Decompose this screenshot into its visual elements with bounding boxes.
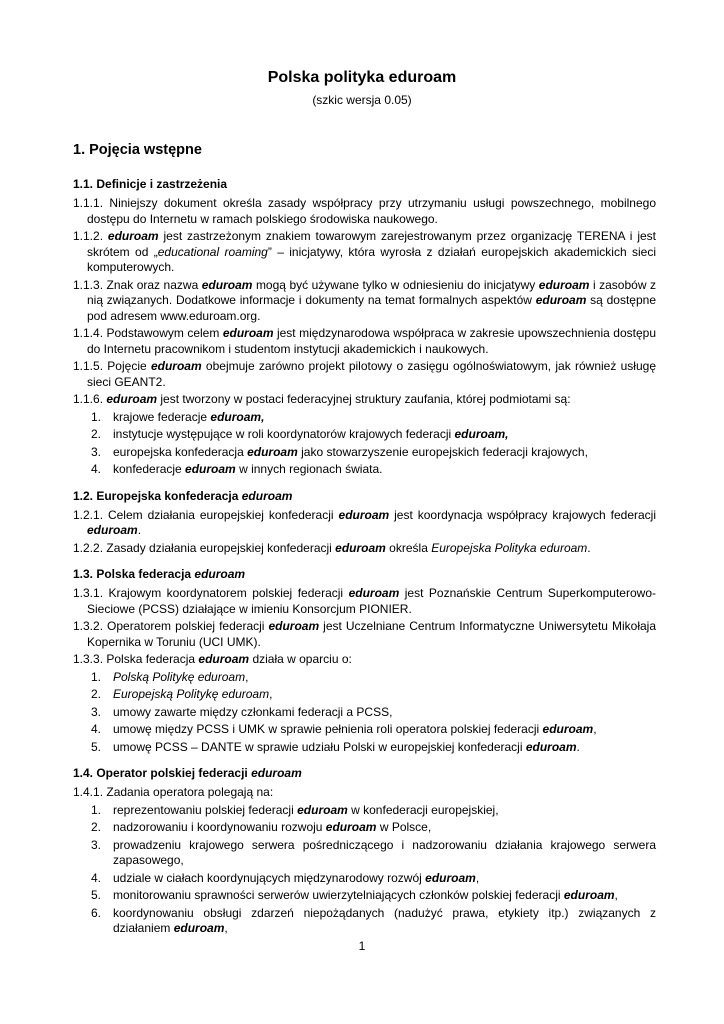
text-run: 1.1.1. Niniejszy dokument określa zasady współpracy przy utrzymaniu usługi powszechnego, mobilnego dostępu do Internetu w ramach polskiego środowiska naukowego. <box>73 196 656 226</box>
term-eduroam: eduroam <box>563 888 615 902</box>
list-item <box>91 820 656 836</box>
emphasis <box>198 652 249 666</box>
text-run: , <box>593 722 597 736</box>
text-run: 1.2.1. Celem działania europejskiej konfederacji <box>73 507 339 522</box>
clause-paragraph <box>73 326 656 357</box>
list-item <box>91 871 656 887</box>
section-heading: 1. Pojęcia wstępne <box>73 142 202 158</box>
emphasis <box>349 586 400 600</box>
text-run: mogą być używane tylko w odniesieniu do inicjatywy <box>252 277 539 292</box>
term-eduroam: eduroam <box>425 870 476 885</box>
text-run: i zasobów z nią związanych. Dodatkowe informacje i dokumenty na temat formalnych aspektów <box>87 277 656 307</box>
term-eduroam: eduroam <box>185 462 236 476</box>
text-run: umowy zawarte między członkami federacji a PCSS, <box>113 704 393 719</box>
numbered-list <box>73 670 656 756</box>
list-item-number: 1. <box>91 409 102 424</box>
clause-paragraph <box>73 229 656 276</box>
text-run: są dostępne pod adresem www.eduroam.org. <box>87 293 657 323</box>
list-item <box>91 462 656 478</box>
list-item-number: 4. <box>91 870 102 885</box>
text-run: działa w oparciu o: <box>249 652 352 666</box>
text-run: , <box>269 687 273 701</box>
numbered-list <box>73 803 656 937</box>
clause-paragraph <box>73 196 656 227</box>
text-run: 1.1.3. Znak oraz nazwa <box>73 277 202 292</box>
text-run: 1.1.4. Podstawowym celem <box>73 326 223 340</box>
emphasis <box>202 278 253 292</box>
emphasis <box>339 508 390 522</box>
text-run: 1.2. Europejska konfederacja <box>73 488 242 503</box>
clause-paragraph <box>73 586 656 617</box>
list-item-number: 1. <box>91 802 102 817</box>
clause-paragraph <box>73 619 656 650</box>
emphasis <box>297 803 348 817</box>
term-eduroam: eduroam, <box>454 427 509 441</box>
emphasis <box>335 541 386 555</box>
term-eduroam: eduroam <box>150 359 202 373</box>
text-run: europejska konfederacja <box>113 444 248 459</box>
text-run: koordynowaniu obsługi zdarzeń niepożądanych (nadużyć prawa, etykiety itp.) związanych z działaniem <box>113 905 656 935</box>
list-item-number: 5. <box>91 739 102 754</box>
text-run: monitorowaniu sprawności serwerów uwierzytelniających członków polskiej federacji <box>113 888 564 902</box>
text-run: . <box>137 523 142 537</box>
text-run: prowadzeniu krajowego serwera pośredniczącego i nadzorowaniu działania krajowego serwera zapasowego, <box>113 837 656 867</box>
emphasis <box>542 722 597 736</box>
list-item-number: 2. <box>91 820 102 834</box>
text-run: umowę między PCSS i UMK w sprawie pełnienia roli operatora polskiej federacji <box>113 722 543 736</box>
italic-text: eduroam <box>241 488 293 503</box>
text-run: jako stowarzyszenie europejskich federacji krajowych, <box>297 444 588 459</box>
clause-paragraph <box>73 785 656 801</box>
text-run: 1.2.2. Zasady działania europejskiej konfederacji <box>73 540 336 555</box>
text-run: jest tworzony w postaci federacyjnej struktury zaufania, której podmiotami są: <box>157 392 571 406</box>
text-run: jest zastrzeżonym znakiem towarowym zarejestrowanym przez organizację TERENA i jest skrótem od „ <box>87 229 656 259</box>
emphasis <box>454 427 508 441</box>
list-item <box>91 740 656 756</box>
text-run: konfederacje <box>113 462 186 476</box>
text-run: 1.4. Operator polskiej federacji <box>73 766 252 780</box>
clause-paragraph <box>73 541 656 557</box>
term-eduroam: eduroam <box>325 820 377 834</box>
text-run: instytucje występujące w roli koordynatorów krajowych federacji <box>113 427 455 441</box>
term-eduroam: eduroam <box>106 392 158 406</box>
text-run: 1.3.3. Polska federacja <box>73 652 199 666</box>
text-run: , <box>475 870 480 885</box>
term-eduroam: eduroam <box>173 921 225 935</box>
list-item <box>91 670 656 686</box>
text-run: . <box>576 739 580 754</box>
subsection-heading <box>73 765 656 781</box>
list-item <box>91 427 656 443</box>
text-run: 1.3.1. Krajowym koordynatorem polskiej federacji <box>73 586 349 600</box>
text-run: 1.1.6. <box>73 392 107 406</box>
list-item-number: 2. <box>91 427 102 441</box>
text-run: 1.4.1. Zadania operatora polegają na: <box>73 785 274 799</box>
text-run: określa <box>385 540 432 555</box>
text-run: 1.3.2. Operatorem polskiej federacji <box>73 619 269 633</box>
list-item-number: 4. <box>91 462 102 476</box>
term-eduroam: eduroam <box>542 722 594 736</box>
emphasis <box>223 326 274 340</box>
list-item <box>91 687 656 703</box>
emphasis <box>564 888 615 902</box>
text-run: , <box>245 669 249 684</box>
emphasis <box>526 740 577 754</box>
text-run: obejmuje zarówno projekt pilotowy o zasięgu ogólnoświatowym, jak również usługę sieci GEANT2. <box>87 359 656 389</box>
emphasis <box>210 410 264 424</box>
text-run: w Polsce, <box>376 820 432 834</box>
text-run: 1.1.5. Pojęcie <box>73 359 151 373</box>
italic-text: eduroam <box>194 567 246 581</box>
term-eduroam: eduroam <box>268 619 320 633</box>
clause-paragraph <box>73 652 656 668</box>
list-item-number: 2. <box>91 687 102 701</box>
clause-paragraph <box>73 392 656 408</box>
subsection-heading <box>73 566 656 582</box>
emphasis <box>425 871 476 885</box>
list-item <box>91 906 656 937</box>
list-item <box>91 722 656 738</box>
subsection-heading <box>73 176 656 192</box>
term-eduroam: eduroam, <box>210 409 265 424</box>
text-run: jest koordynacja współpracy krajowych federacji <box>389 507 657 522</box>
text-run: 1.1.2. <box>73 229 108 243</box>
emphasis <box>108 229 159 243</box>
text-run: jest Poznańskie Centrum Superkomputerowo-Sieciowe (PCSS) działające w imieniu Konsorcjum PIONIER. <box>87 586 656 616</box>
term-eduroam: eduroam <box>335 540 386 555</box>
text-run: udziale w ciałach koordynujących międzynarodowy rozwój <box>113 870 426 885</box>
emphasis <box>173 921 228 935</box>
list-item-number: 3. <box>91 444 102 459</box>
list-item-number: 4. <box>91 722 102 736</box>
term-eduroam: eduroam <box>201 277 253 292</box>
list-item-number: 5. <box>91 888 102 902</box>
term-eduroam: eduroam <box>297 802 348 817</box>
text-run: . <box>587 540 591 555</box>
term-eduroam: eduroam <box>107 229 159 243</box>
list-item-number: 6. <box>91 905 102 920</box>
text-run: jest Uczelniane Centrum Informatyczne Uniwersytetu Mikołaja Kopernika w Toruniu (UCI UMK). <box>87 619 657 649</box>
emphasis <box>247 445 298 459</box>
document-body <box>73 141 656 939</box>
italic-text: Europejska Polityka eduroam <box>431 540 588 555</box>
term-eduroam: eduroam <box>247 444 298 459</box>
clause-paragraph <box>73 278 656 325</box>
text-run: jest międzynarodowa współpraca w zakresie upowszechnienia dostępu do Internetu pracownikom i studentom instytucji akademickich i naukowych. <box>87 326 656 356</box>
emphasis <box>185 462 236 476</box>
emphasis <box>326 820 377 834</box>
list-item-number: 1. <box>91 669 102 684</box>
emphasis <box>536 293 587 307</box>
list-item <box>91 705 656 721</box>
text-run: ” – inicjatywy, która wyrosła z działań europejskich akademickich sieci komputerowych. <box>87 244 657 274</box>
emphasis <box>151 359 202 373</box>
list-item-number: 3. <box>91 837 102 852</box>
list-item <box>91 838 656 869</box>
term-eduroam: eduroam <box>198 652 250 666</box>
emphasis <box>539 278 590 292</box>
italic-text: eduroam <box>251 766 302 780</box>
clause-paragraph <box>73 359 656 390</box>
text-run: , <box>224 921 228 935</box>
subsection-heading <box>73 488 656 504</box>
emphasis <box>106 392 157 406</box>
term-eduroam: eduroam <box>538 277 590 292</box>
text-run: krajowe federacje <box>113 409 211 424</box>
term-eduroam: eduroam <box>222 326 274 340</box>
list-item <box>91 888 656 904</box>
italic-text: Europejską Politykę eduroam <box>113 687 270 701</box>
text-run: reprezentowaniu polskiej federacji <box>113 802 298 817</box>
text-run: umowę PCSS – DANTE w sprawie udziału Polski w europejskiej konfederacji <box>113 739 526 754</box>
text-run: w konfederacji europejskiej, <box>347 802 499 817</box>
numbered-list <box>73 410 656 478</box>
clause-paragraph <box>73 508 656 539</box>
text-run: w innych regionach świata. <box>235 462 383 476</box>
text-run: , <box>614 888 618 902</box>
text-run: nadzorowaniu i koordynowaniu rozwoju <box>113 820 326 834</box>
list-item-number: 3. <box>91 704 102 719</box>
list-item <box>91 445 656 461</box>
text-run: 1.1. Definicje i zastrzeżenia <box>73 177 228 191</box>
list-item <box>91 410 656 426</box>
text-run: 1.3. Polska federacja <box>73 567 195 581</box>
italic-text: Polską Politykę eduroam <box>113 669 246 684</box>
emphasis <box>268 619 319 633</box>
term-eduroam: eduroam <box>348 586 400 600</box>
term-eduroam: eduroam <box>87 523 138 537</box>
term-eduroam: eduroam <box>535 293 587 307</box>
emphasis <box>87 523 138 537</box>
document-title: Polska polityka eduroam <box>267 69 457 86</box>
page-number: 1 <box>358 939 366 953</box>
term-eduroam: eduroam <box>525 739 577 754</box>
term-eduroam: eduroam <box>338 507 390 522</box>
italic-text: educational roaming <box>157 244 268 259</box>
document-subtitle: (szkic wersja 0.05) <box>312 93 412 107</box>
list-item <box>91 803 656 819</box>
